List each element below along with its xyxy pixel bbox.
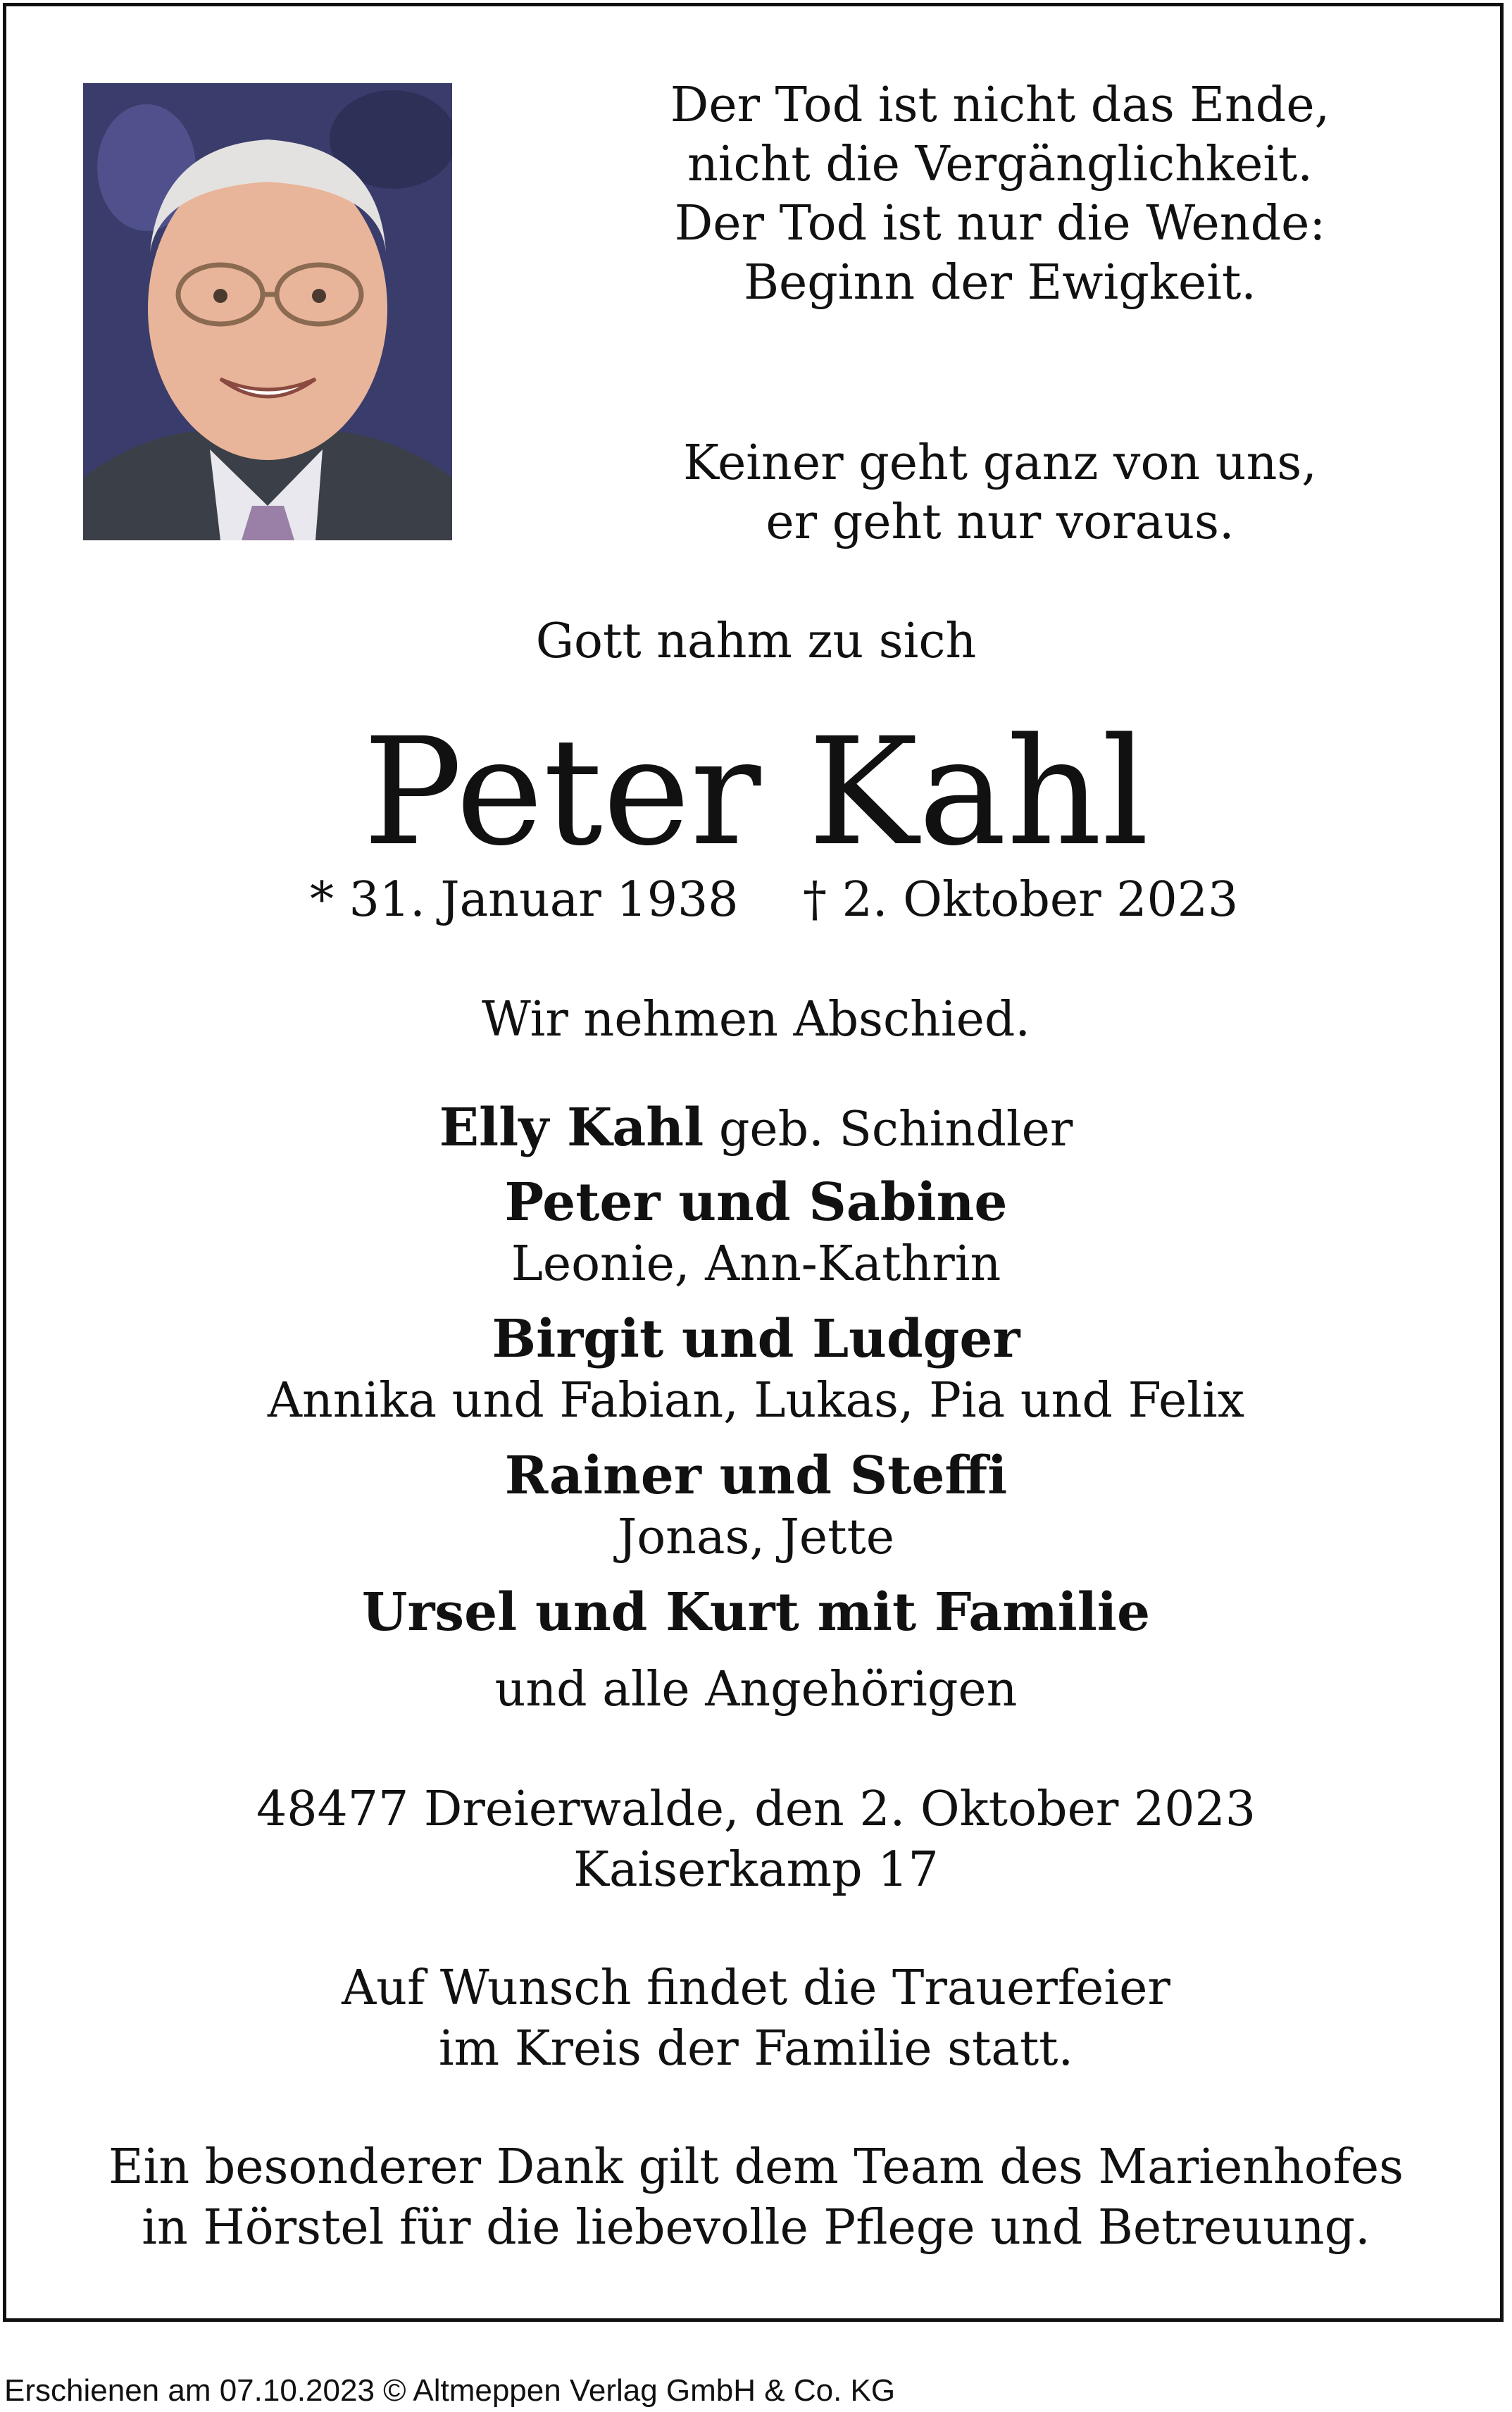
wife-line xyxy=(0,1098,1512,1160)
service-line: Auf Wunsch findet die Trauerfeier xyxy=(342,1960,1170,2016)
family-group-1: Peter und Sabine xyxy=(504,1172,1008,1233)
thanks-line: Ein besonderer Dank gilt dem Team des Marienhofes xyxy=(108,2139,1404,2195)
address: Kaiserkamp 17 xyxy=(573,1842,939,1898)
poem-line: Keiner geht ganz von uns, xyxy=(683,435,1317,491)
family-group-2: Birgit und Ludger xyxy=(492,1309,1020,1369)
family-group-3: Rainer und Steffi xyxy=(504,1446,1008,1506)
family-group-3-children: Jonas, Jette xyxy=(617,1510,895,1565)
poem-stanza-1 xyxy=(606,76,1394,313)
poem-line: er geht nur voraus. xyxy=(766,495,1235,550)
birth-date: * 31. Januar 1938 xyxy=(310,872,739,928)
deceased-name: Peter Kahl xyxy=(363,706,1149,878)
portrait-illustration xyxy=(83,83,452,540)
portrait-photo xyxy=(83,83,452,540)
poem-stanza-2 xyxy=(606,434,1394,552)
relatives-text: und alle Angehörigen xyxy=(494,1662,1018,1717)
service-line: im Kreis der Familie statt. xyxy=(438,2021,1074,2077)
wife-maiden-name: geb. Schindler xyxy=(718,1102,1073,1157)
thanks-line: in Hörstel für die liebevolle Pflege und Betreuung. xyxy=(142,2200,1370,2256)
wife-name: Elly Kahl xyxy=(439,1098,704,1158)
place-date: 48477 Dreierwalde, den 2. Oktober 2023 xyxy=(256,1782,1256,1837)
publication-footer: Erschienen am 07.10.2023 © Altmeppen Verlag GmbH & Co. KG xyxy=(4,2373,896,2408)
family-group-2-children: Annika und Fabian, Lukas, Pia und Felix xyxy=(267,1373,1245,1429)
poem-line: Der Tod ist nur die Wende: xyxy=(674,196,1326,251)
farewell-text: Wir nehmen Abschied. xyxy=(481,992,1031,1048)
death-date: † 2. Oktober 2023 xyxy=(803,872,1239,928)
service-notice xyxy=(0,1958,1512,2080)
poem-line: nicht die Vergänglichkeit. xyxy=(687,137,1313,192)
family-group-1-children: Leonie, Ann-Kathrin xyxy=(511,1236,1001,1292)
poem-line: Beginn der Ewigkeit. xyxy=(744,255,1256,311)
poem-line: Der Tod ist nicht das Ende, xyxy=(670,77,1330,133)
intro-text: Gott nahm zu sich xyxy=(535,614,977,669)
family-group-4: Ursel und Kurt mit Familie xyxy=(361,1582,1151,1643)
thanks-notice xyxy=(0,2137,1512,2258)
